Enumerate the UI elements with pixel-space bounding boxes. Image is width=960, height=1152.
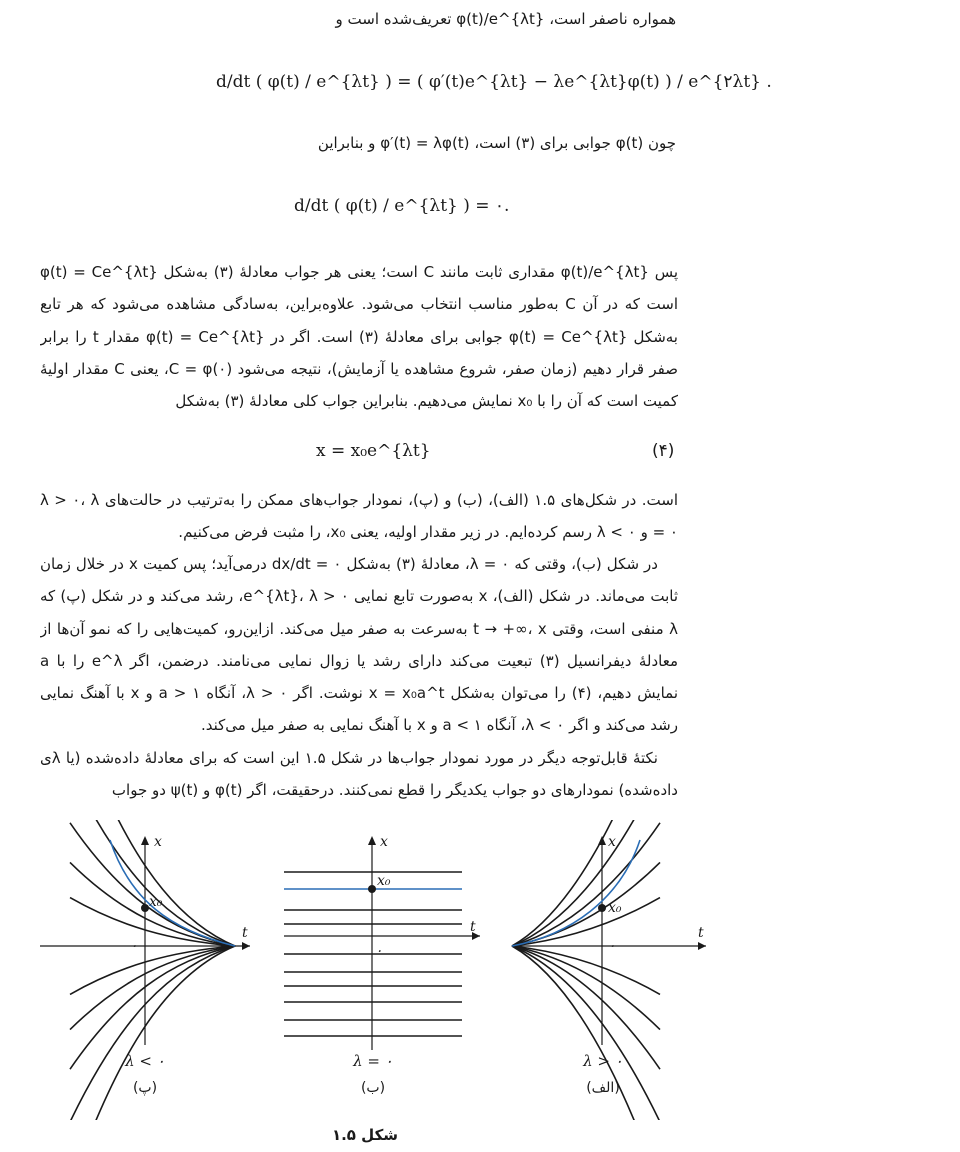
growth-curves [512,820,660,1120]
origin-label: ۰ [608,938,616,954]
equation-derivative-quotient: d/dt ( φ(t) / e^{λt} ) = ( φ′(t)e^{λt} − λe^{λt}φ(t) ) / e^{۲λt} . [216,72,772,92]
paragraph-general-solution: پس φ(t)/e^{λt} مقداری ثابت مانند C است؛ یعنی هر جواب معادلهٔ (۳) به‌شکل φ(t) = Ce^{λt} است که در آن C به‌طور مناسب انتخاب می‌شود. علاوه‌براین، به‌سادگی مشاهده می‌شود که هر تابع به‌شکل φ(t) = Ce^{λt} جوابی برای معادلهٔ (۳) است. اگر در φ(t) = Ce^{λt} مقدار t را برابر صفر قرار دهیم (زمان صفر، شروع مشاهده یا آزمایش)، نتیجه می‌شود C = φ(۰)، یعنی C مقدار اولیهٔ کمیت است که آن را با x₀ نمایش می‌دهیم. بنابراین جواب کلی معادلهٔ (۳) به‌شکل [40,263,678,411]
intro-line: همواره ناصفر است، φ(t)/e^{λt} تعریف‌شده است و [335,10,676,28]
initial-point-marker [368,885,376,893]
paragraph-no-crossing: نکتهٔ قابل‌توجه دیگر در مورد نمودار جواب‌ها در شکل ۱.۵ این است که برای معادلهٔ داده‌شده (یا λی داده‌شده) نمودارهای دو جواب یکدیگر را قطع نمی‌کنند. درحقیقت، اگر φ(t) و ψ(t) دو جواب [40,749,678,800]
initial-point-marker [141,904,149,912]
x0-label: x₀ [608,900,622,916]
x-axis-label: x [608,834,616,850]
solution-curve [512,862,660,946]
caption-alef: (الف) [586,1080,620,1096]
solution-curve [512,946,660,1069]
figure-1-5 [0,820,960,1120]
x-axis-label: x [154,834,162,850]
x-axis-arrow-icon [368,836,376,845]
condition-label-zero: λ = ۰ [353,1052,393,1070]
decay-curves [70,820,235,1120]
paragraph-growth-decay: در شکل (ب)، وقتی که λ = ۰، معادلهٔ (۳) به‌شکل dx/dt = ۰ درمی‌آید؛ پس کمیت x در خلال زمان ثابت می‌ماند. در شکل (الف)، x به‌صورت تابع نمایی e^{λt}، λ > ۰، رشد می‌کند و در شکل (پ) که λ منفی است، وقتی t → +∞، x به‌سرعت به صفر میل می‌کند. ازاین‌رو، کمیت‌هایی را که نمو آن‌ها از معادلهٔ دیفرانسیل (۳) تبعیت می‌کند دارای رشد یا زوال نمایی می‌نامند. درضمن، اگر e^λ را با a نمایش دهیم، (۴) را می‌توان به‌شکل x = x₀a^t نوشت. اگر λ > ۰، آنگاه a > ۱ و x با آهنگ نمایی رشد می‌کند و اگر λ < ۰، آنگاه a < ۱ و x با آهنگ نمایی به صفر میل می‌کند. [40,555,678,735]
x-axis-arrow-icon [141,836,149,845]
solution-curve [512,946,660,1030]
t-axis-arrow-icon [242,942,250,950]
caption-p: (پ) [132,1080,158,1096]
equation-number: (۴) [652,441,675,461]
x-axis-label: x [380,834,388,850]
solution-curve [70,820,235,946]
since-line: چون φ(t) جوابی برای (۳) است، φ′(t) = λφ(t) و بنابراین [317,134,676,152]
condition-label-negative: λ < ۰ [125,1052,165,1070]
highlighted-solution-curve [512,840,640,946]
panel-lambda-positive [512,820,706,1120]
t-axis-label: t [698,925,704,941]
paragraph-figure-cases: است. در شکل‌های ۱.۵ (الف)، (ب) و (پ)، نمودار جواب‌های ممکن را به‌ترتیب در حالت‌های λ > ۰، λ = ۰ و λ < ۰ رسم کرده‌ایم. در زیر مقدار اولیه، یعنی x₀، را مثبت فرض می‌کنیم. [40,491,678,542]
equation-general-solution: x = x₀e^{λt} [316,441,431,461]
t-axis-label: t [242,925,248,941]
constant-lines [284,872,462,1036]
origin-label: ۰ [375,943,383,959]
caption-b: (ب) [360,1080,386,1096]
equation-derivative-zero: d/dt ( φ(t) / e^{λt} ) = ۰. [294,196,510,216]
x0-label: x₀ [149,894,163,910]
figure-title: شکل ۱.۵ [331,1126,399,1144]
panel-lambda-negative [40,820,250,1120]
origin-label: ۰ [130,938,138,954]
t-axis-arrow-icon [698,942,706,950]
panel-lambda-zero [284,834,480,1050]
solution-curve [70,820,235,946]
initial-point-marker [598,904,606,912]
x0-label: x₀ [377,873,391,889]
solution-curve [512,823,660,946]
t-axis-label: t [470,919,476,935]
condition-label-positive: λ > ۰ [583,1052,623,1070]
